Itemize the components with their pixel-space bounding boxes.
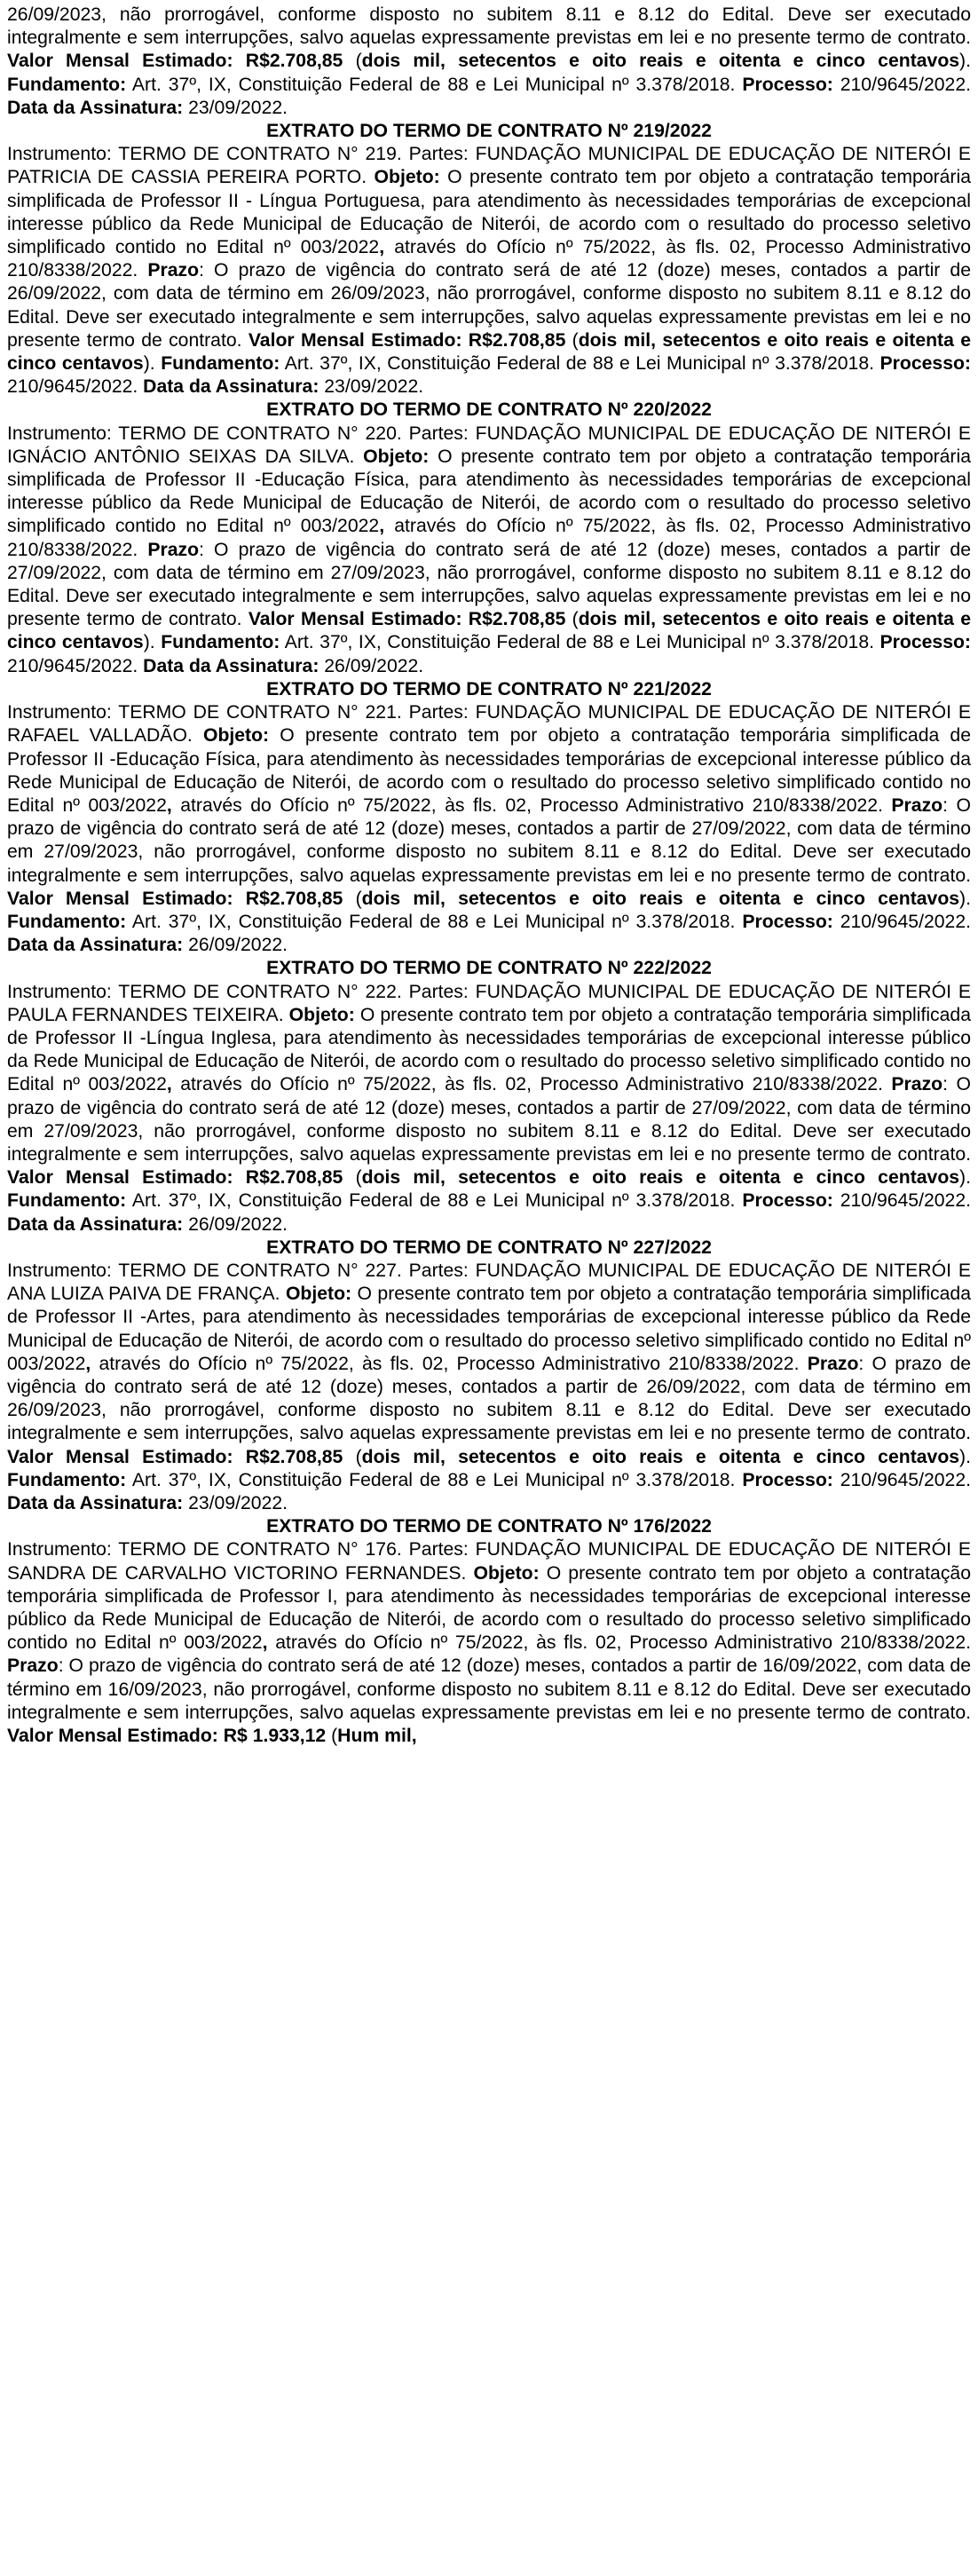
body-text: 210/9645/2022. (832, 1469, 971, 1490)
bold-text: Processo: (742, 1190, 833, 1212)
bold-text: Valor Mensal Estimado: R$2.708,85 (7, 51, 343, 72)
body-text: Instrumento: TERMO DE CONTRATO N° 176. Partes: FUNDAÇÃO MUNICIPAL DE EDUCAÇÃO DE NITERÓI E SANDRA DE CARVALHO VICTORINO FERNANDES. (7, 1539, 971, 1584)
body-text: O presente contrato tem por objeto a contratação temporária simplificada de Professor II - Língua Portuguesa, para atendimento às necessidades temporárias de excepcional interesse público da Rede Municipal de Educação de Niterói, de acordo com o resultado do processo seletivo simplificado contido no Edital nº 003/2022 (7, 167, 971, 258)
bold-text: dois mil, setecentos e oito reais e oitenta e cinco centavos (7, 329, 971, 375)
bold-text: dois mil, setecentos e oito reais e oitenta e cinco centavos (7, 609, 971, 653)
body-text: Art. 37º, IX, Constituição Federal de 88 e Lei Municipal nº 3.378/2018. (126, 1469, 743, 1490)
bold-text: , (85, 1353, 91, 1374)
body-text: 210/9645/2022. (7, 376, 144, 398)
body-text: ( (343, 1446, 362, 1467)
bold-text: , (379, 237, 385, 258)
bold-text: dois mil, setecentos e oito reais e oitenta e cinco centavos (361, 888, 960, 909)
bold-text: Valor Mensal Estimado: R$2.708,85 (7, 888, 343, 909)
bold-text: Data da Assinatura: (7, 1493, 184, 1513)
bold-text: Fundamento: (161, 353, 280, 375)
body-text: ). (143, 353, 162, 375)
bold-text: Fundamento: (7, 1190, 127, 1212)
bold-text: Processo: (742, 74, 833, 95)
body-text: através do Ofício nº 75/2022, às fls. 02, Processo Administrativo 210/8338/2022. (91, 1353, 808, 1374)
body-text: : O prazo de vigência do contrato será de até 12 (doze) meses, contados a partir de 27/09/2022, com data de término em 27/09/2023, não prorrogável, conforme disposto no subitem 8.11 e 8.12 do Edital. Deve ser executado integralmente e sem interrupções, salvo aquelas expressamente previstas em lei e no presente termo de contrato. (7, 1074, 971, 1165)
bold-text: Valor Mensal Estimado: R$2.708,85 (248, 609, 566, 630)
bold-text: Fundamento: (161, 632, 280, 653)
extract-paragraph (7, 981, 971, 1237)
extract-heading: EXTRATO DO TERMO DE CONTRATO Nº 222/2022 (266, 958, 712, 979)
body-text: ( (343, 51, 362, 72)
extract-heading: EXTRATO DO TERMO DE CONTRATO Nº 219/2022 (266, 121, 712, 142)
bold-text: , (379, 516, 385, 537)
body-text: 210/9645/2022. (832, 911, 971, 932)
extract-paragraph (7, 1538, 971, 1748)
body-text: 210/9645/2022. (832, 74, 971, 95)
extract-heading: EXTRATO DO TERMO DE CONTRATO Nº 221/2022 (266, 678, 712, 699)
extract-heading: EXTRATO DO TERMO DE CONTRATO Nº 220/2022 (266, 399, 712, 421)
body-text: ). (959, 1446, 971, 1467)
bold-text: dois mil, setecentos e oito reais e oitenta e cinco centavos (361, 1446, 960, 1467)
body-text: Art. 37º, IX, Constituição Federal de 88 e Lei Municipal nº 3.378/2018. (126, 74, 743, 95)
bold-text: Objeto: (374, 167, 440, 188)
body-text: Art. 37º, IX, Constituição Federal de 88 e Lei Municipal nº 3.378/2018. (126, 1190, 743, 1212)
bold-text: dois mil, setecentos e oito reais e oitenta e cinco centavos (361, 51, 960, 72)
body-text: O presente contrato tem por objeto a contratação temporária simplificada de Professor II -Educação Física, para atendimento às necessidades temporárias de excepcional interesse público da Rede Municipal de Educação de Niterói, de acordo com o resultado do processo seletivo simplificado contido no Edital nº 003/2022 (7, 446, 971, 537)
body-text: ). (959, 51, 971, 72)
bold-text: Prazo (147, 539, 200, 560)
body-text: ( (565, 329, 579, 351)
body-text: 26/09/2022. (183, 1213, 288, 1235)
bold-text: Objeto: (285, 1284, 352, 1305)
body-text: Instrumento: TERMO DE CONTRATO N° 220. Partes: FUNDAÇÃO MUNICIPAL DE EDUCAÇÃO DE NITERÓI E IGNÁCIO ANTÔNIO SEIXAS DA SILVA. (7, 423, 971, 467)
body-text: : O prazo de vigência do contrato será de até 12 (doze) meses, contados a partir de 16/09/2022, com data de término em 16/09/2023, não prorrogável, conforme disposto no subitem 8.11 e 8.12 do Edital. Deve ser executado integralmente e sem interrupções, salvo aquelas expressamente previstas em lei e no presente termo de contrato. (7, 1655, 971, 1723)
body-text: : O prazo de vigência do contrato será de até 12 (doze) meses, contados a partir de 27/09/2022, com data de término em 27/09/2023, não prorrogável, conforme disposto no subitem 8.11 e 8.12 do Edital. Deve ser executado integralmente e sem interrupções, salvo aquelas expressamente previstas em lei e no presente termo de contrato. (7, 539, 971, 630)
bold-text: Valor Mensal Estimado: R$2.708,85 (7, 1446, 343, 1467)
bold-text: Prazo (147, 260, 200, 281)
body-text: ( (343, 888, 362, 909)
body-text: através do Ofício nº 75/2022, às fls. 02, Processo Administrativo 210/8338/2022. (171, 794, 892, 816)
body-text: ). (143, 632, 162, 653)
body-text: Art. 37º, IX, Constituição Federal de 88 e Lei Municipal nº 3.378/2018. (126, 911, 743, 932)
body-text: 23/09/2022. (183, 97, 288, 118)
body-text: ). (959, 1167, 971, 1189)
bold-text: Fundamento: (7, 1469, 127, 1490)
body-text: 23/09/2022. (183, 1493, 288, 1513)
bold-text: Prazo (891, 794, 943, 816)
body-text: ( (343, 1167, 362, 1189)
body-text: 210/9645/2022. (7, 655, 144, 676)
bold-text: Objeto: (288, 1004, 355, 1025)
bold-text: Objeto: (363, 446, 430, 467)
body-text: ( (326, 1726, 338, 1747)
bold-text: Prazo (7, 1655, 59, 1677)
bold-text: Processo: (879, 632, 971, 653)
bold-text: Valor Mensal Estimado: R$2.708,85 (7, 1167, 343, 1189)
body-text: Art. 37º, IX, Constituição Federal de 88 e Lei Municipal nº 3.378/2018. (280, 632, 880, 653)
bold-text: Processo: (742, 911, 833, 932)
bold-text: Data da Assinatura: (7, 935, 184, 956)
extract-paragraph (7, 701, 971, 957)
body-text: através do Ofício nº 75/2022, às fls. 02, Processo Administrativo 210/8338/2022. (7, 237, 971, 281)
bold-text: Data da Assinatura: (7, 97, 184, 118)
extract-paragraph (7, 423, 971, 678)
bold-text: Objeto: (473, 1562, 540, 1584)
extract-heading: EXTRATO DO TERMO DE CONTRATO Nº 176/2022 (266, 1516, 712, 1537)
body-text: através do Ofício nº 75/2022, às fls. 02, Processo Administrativo 210/8338/2022. (267, 1632, 972, 1654)
body-text: Instrumento: TERMO DE CONTRATO N° 227. Partes: FUNDAÇÃO MUNICIPAL DE EDUCAÇÃO DE NITERÓI E ANA LUIZA PAIVA DE FRANÇA. (7, 1260, 971, 1305)
body-text: : O prazo de vigência do contrato será de até 12 (doze) meses, contados a partir de 27/09/2022, com data de término em 27/09/2023, não prorrogável, conforme disposto no subitem 8.11 e 8.12 do Edital. Deve ser executado integralmente e sem interrupções, salvo aquelas expressamente previstas em lei e no presente termo de contrato. (7, 794, 971, 886)
bold-text: Data da Assinatura: (143, 376, 319, 398)
bold-text: Valor Mensal Estimado: R$2.708,85 (248, 329, 566, 351)
body-text: através do Ofício nº 75/2022, às fls. 02, Processo Administrativo 210/8338/2022. (7, 516, 971, 560)
body-text: 210/9645/2022. (832, 1190, 971, 1212)
body-text: Instrumento: TERMO DE CONTRATO N° 219. Partes: FUNDAÇÃO MUNICIPAL DE EDUCAÇÃO DE NITERÓI E PATRICIA DE CASSIA PEREIRA PORTO. (7, 144, 971, 188)
bold-text: Data da Assinatura: (7, 1213, 184, 1235)
extract-paragraph (7, 4, 971, 120)
body-text: O presente contrato tem por objeto a contratação temporária simplificada de Professor II -Língua Inglesa, para atendimento às necessidades temporárias de excepcional interesse público da Rede Municipal de Educação de Niterói, de acordo com o resultado do processo seletivo simplificado contido no Edital nº 003/2022 (7, 1004, 971, 1095)
bold-text: dois mil, setecentos e oito reais e oitenta e cinco centavos (361, 1167, 960, 1189)
bold-text: Objeto: (202, 725, 270, 747)
extract-heading: EXTRATO DO TERMO DE CONTRATO Nº 227/2022 (266, 1237, 712, 1258)
bold-text: , (262, 1632, 268, 1654)
body-text: ). (959, 888, 971, 909)
body-text: 26/09/2023, não prorrogável, conforme disposto no subitem 8.11 e 8.12 do Edital. Deve ser executado integralmente e sem interrupções, salvo aquelas expressamente previstas em lei e no presente termo de contrato. (7, 4, 971, 49)
bold-text: Processo: (879, 353, 971, 375)
body-text: Art. 37º, IX, Constituição Federal de 88 e Lei Municipal nº 3.378/2018. (280, 353, 880, 375)
body-text: através do Ofício nº 75/2022, às fls. 02, Processo Administrativo 210/8338/2022. (171, 1074, 892, 1095)
body-text: O presente contrato tem por objeto a contratação temporária simplificada de Professor II -Artes, para atendimento às necessidades temporárias de excepcional interesse público da Rede Municipal de Educação de Niterói, de acordo com o resultado do processo seletivo simplificado contido no Edital nº 003/2022 (7, 1284, 971, 1374)
extract-paragraph (7, 1260, 971, 1515)
bold-text: Hum mil, (337, 1726, 417, 1747)
body-text: : O prazo de vigência do contrato será de até 12 (doze) meses, contados a partir de 26/09/2022, com data de término em 26/09/2023, não prorrogável, conforme disposto no subitem 8.11 e 8.12 do Edital. Deve ser executado integralmente e sem interrupções, salvo aquelas expressamente previstas em lei e no presente termo de contrato. (7, 1353, 972, 1444)
extract-paragraph (7, 143, 971, 399)
bold-text: Prazo (891, 1074, 943, 1095)
bold-text: Processo: (742, 1469, 833, 1490)
body-text: O presente contrato tem por objeto a contratação temporária simplificada de Professor I, para atendimento às necessidades temporárias de excepcional interesse público da Rede Municipal de Educação de Niterói, de acordo com o resultado do processo seletivo simplificado contido no Edital nº 003/2022 (7, 1562, 971, 1654)
bold-text: , (166, 1074, 172, 1095)
bold-text: Prazo (807, 1353, 859, 1374)
bold-text: Fundamento: (7, 911, 127, 932)
body-text: Instrumento: TERMO DE CONTRATO N° 222. Partes: FUNDAÇÃO MUNICIPAL DE EDUCAÇÃO DE NITERÓI E PAULA FERNANDES TEIXEIRA. (7, 981, 971, 1025)
body-text: ( (565, 609, 579, 630)
body-text: 26/09/2022. (319, 655, 424, 676)
body-text: : O prazo de vigência do contrato será de até 12 (doze) meses, contados a partir de 26/09/2022, com data de término em 26/09/2023, não prorrogável, conforme disposto no subitem 8.11 e 8.12 do Edital. Deve ser executado integralmente e sem interrupções, salvo aquelas expressamente previstas em lei e no presente termo de contrato. (7, 260, 971, 351)
body-text: 23/09/2022. (319, 376, 424, 398)
body-text: O presente contrato tem por objeto a contratação temporária simplificada de Professor II -Educação Física, para atendimento às necessidades temporárias de excepcional interesse público da Rede Municipal de Educação de Niterói, de acordo com o resultado do processo seletivo simplificado contido no Edital nº 003/2022 (7, 725, 971, 816)
bold-text: Data da Assinatura: (143, 655, 319, 676)
bold-text: Valor Mensal Estimado: R$ 1.933,12 (7, 1726, 327, 1747)
bold-text: Fundamento: (7, 74, 127, 95)
body-text: 26/09/2022. (183, 935, 288, 956)
body-text: Instrumento: TERMO DE CONTRATO N° 221. Partes: FUNDAÇÃO MUNICIPAL DE EDUCAÇÃO DE NITERÓI E RAFAEL VALLADÃO. (7, 702, 971, 747)
bold-text: , (166, 794, 172, 816)
